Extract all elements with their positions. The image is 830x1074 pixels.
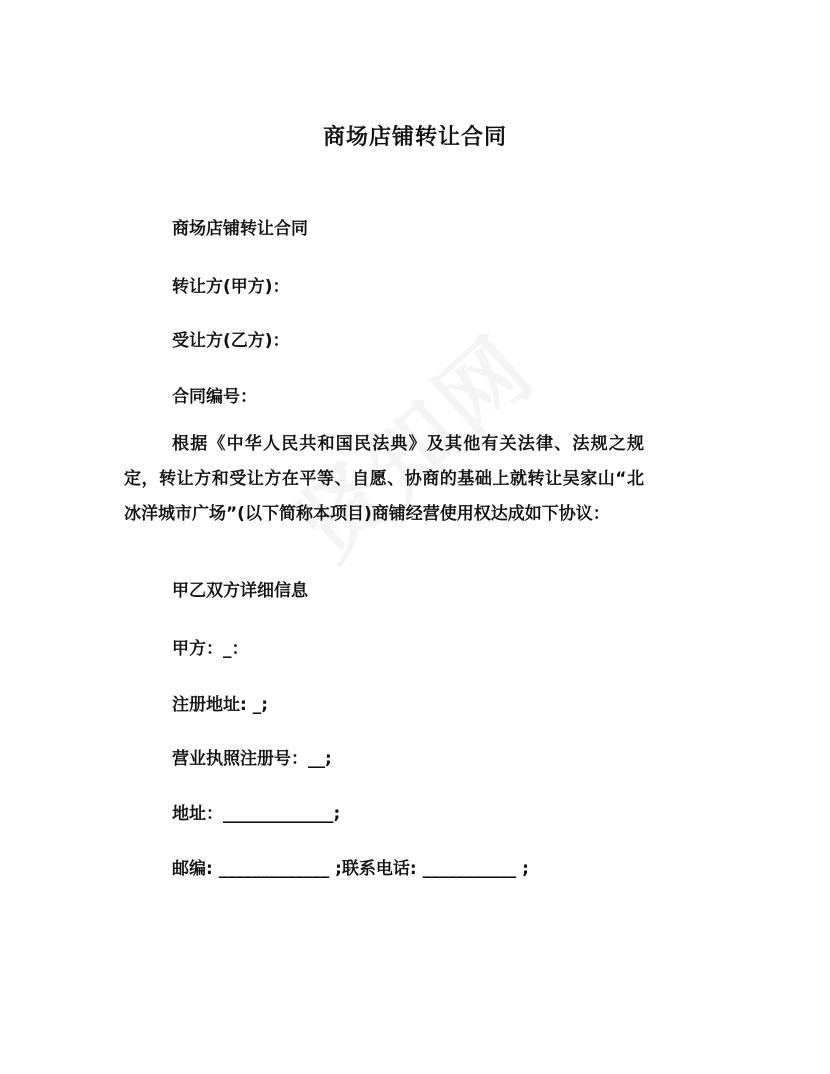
business-license-field: 营业执照注册号：__;	[172, 749, 332, 769]
address-field: 地址：_____________;	[172, 804, 341, 824]
party-b-label: 受让方(乙方)：	[172, 331, 290, 351]
party-a-field: 甲方：_：	[172, 639, 249, 659]
document-title: 商场店铺转让合同	[322, 125, 507, 150]
contract-number: 合同编号：	[172, 387, 257, 407]
party-a-label: 转让方(甲方)：	[172, 277, 290, 297]
section-heading: 甲乙双方详细信息	[172, 581, 308, 601]
postcode-phone-field: 邮编: _____________ ;联系电话: ___________ ;	[172, 859, 529, 879]
subtitle: 商场店铺转让合同	[172, 219, 308, 239]
registered-address-field: 注册地址: _;	[172, 695, 269, 715]
preamble-paragraph: 根据《中华人民共和国民法典》及其他有关法律、法规之规定，转让方和受让方在平等、自愿、协商的基础上就转让吴家山“北冰洋城市广场”(以下简称本项目)商铺经营使用权达成如下协议：	[124, 434, 644, 524]
